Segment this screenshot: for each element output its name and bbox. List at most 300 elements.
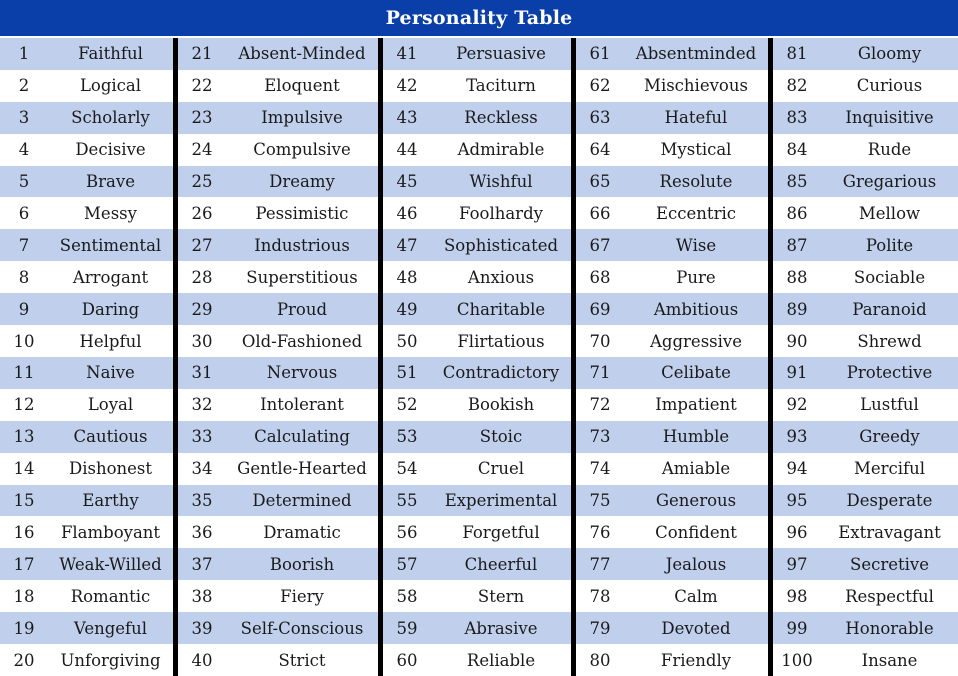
trait-label: Industrious [254,235,350,255]
trait-label: Helpful [79,331,142,351]
table-row [383,70,571,102]
roll-number: 30 [191,331,213,351]
roll-number: 56 [396,522,418,542]
trait-label: Bookish [467,395,535,415]
table-row [383,389,571,421]
roll-number: 38 [191,586,213,606]
roll-number: 90 [786,331,808,351]
trait-label: Unforgiving [60,650,161,670]
trait-label: Protective [846,363,933,383]
trait-label: Pure [676,267,716,287]
roll-number: 85 [786,172,808,192]
table-row [773,198,958,230]
roll-number: 80 [589,650,611,670]
roll-number: 68 [589,267,611,287]
trait-label: Gloomy [857,44,922,64]
table-row [576,421,768,453]
table-row [576,70,768,102]
table-row [383,580,571,612]
roll-number: 92 [786,395,808,415]
trait-label: Reckless [464,108,538,128]
roll-number: 48 [396,267,418,287]
trait-label: Wishful [469,172,533,192]
roll-number: 2 [18,76,30,96]
table-row [0,485,173,517]
roll-number: 52 [396,395,418,415]
table-row [383,644,571,676]
table-row [576,644,768,676]
table-row [576,389,768,421]
table-row [383,517,571,549]
roll-number: 24 [191,140,213,160]
table-row [383,357,571,389]
table-row [383,612,571,644]
table-row [178,229,378,261]
trait-label: Gentle-Hearted [237,459,367,479]
roll-number: 54 [396,459,418,479]
trait-label: Humble [662,427,730,447]
roll-number: 76 [589,522,611,542]
table-row [383,485,571,517]
trait-label: Amiable [661,459,731,479]
roll-number: 39 [191,618,213,638]
table-row [178,389,378,421]
trait-label: Superstitious [246,267,358,287]
trait-label: Contradictory [442,363,560,383]
table-row [178,357,378,389]
trait-label: Strict [278,650,326,670]
roll-number: 31 [191,363,213,383]
roll-number: 47 [396,235,418,255]
trait-label: Vengeful [73,618,148,638]
trait-label: Paranoid [852,299,927,319]
roll-number: 42 [396,76,418,96]
trait-label: Logical [79,76,142,96]
roll-number: 100 [781,650,813,670]
roll-number: 45 [396,172,418,192]
table-row [576,485,768,517]
trait-label: Abrasive [464,618,538,638]
column-divider [571,38,576,676]
roll-number: 36 [191,522,213,542]
trait-label: Celibate [661,363,731,383]
table-row [0,261,173,293]
table-row [0,389,173,421]
trait-label: Naive [86,363,135,383]
table-row [576,325,768,357]
table-row [178,198,378,230]
roll-number: 57 [396,554,418,574]
table-row [383,421,571,453]
table-row [0,548,173,580]
trait-label: Resolute [659,172,733,192]
table-row [383,293,571,325]
trait-label: Calculating [254,427,350,447]
table-row [178,261,378,293]
trait-label: Messy [84,203,137,223]
trait-label: Aggressive [650,331,742,351]
table-row [576,293,768,325]
table-row [178,580,378,612]
table-row [383,548,571,580]
roll-number: 18 [13,586,35,606]
trait-label: Absentminded [635,44,757,64]
table-row [383,325,571,357]
trait-label: Jealous [665,554,727,574]
trait-label: Persuasive [456,44,546,64]
trait-label: Weak-Willed [59,554,162,574]
table-row [773,325,958,357]
roll-number: 46 [396,203,418,223]
table-row [383,453,571,485]
roll-number: 84 [786,140,808,160]
table-row [0,293,173,325]
roll-number: 55 [396,491,418,511]
table-row [773,38,958,70]
trait-label: Cheerful [464,554,538,574]
table-row [178,70,378,102]
roll-number: 70 [589,331,611,351]
roll-number: 34 [191,459,213,479]
trait-label: Insane [861,650,918,670]
trait-label: Cautious [73,427,148,447]
trait-label: Faithful [78,44,143,64]
table-row [576,453,768,485]
trait-label: Rude [867,140,912,160]
roll-number: 86 [786,203,808,223]
roll-number: 16 [13,522,35,542]
roll-number: 88 [786,267,808,287]
trait-label: Absent-Minded [238,44,366,64]
roll-number: 32 [191,395,213,415]
trait-label: Pessimistic [255,203,349,223]
roll-number: 1 [18,44,30,64]
table-row [773,453,958,485]
trait-label: Sociable [853,267,926,287]
trait-label: Self-Conscious [240,618,364,638]
roll-number: 22 [191,76,213,96]
trait-label: Fiery [280,586,324,606]
table-row [773,134,958,166]
table-row [773,485,958,517]
table-row [773,644,958,676]
roll-number: 10 [13,331,35,351]
trait-label: Extravagant [838,522,941,542]
table-row [773,229,958,261]
trait-label: Dreamy [269,172,335,192]
trait-label: Dishonest [68,459,153,479]
table-row [773,261,958,293]
roll-number: 78 [589,586,611,606]
column-divider [768,38,773,676]
roll-number: 91 [786,363,808,383]
trait-label: Devoted [661,618,731,638]
table-row [0,166,173,198]
roll-number: 79 [589,618,611,638]
roll-number: 99 [786,618,808,638]
table-row [773,389,958,421]
trait-label: Forgetful [462,522,540,542]
trait-label: Eccentric [656,203,736,223]
table-row [178,293,378,325]
roll-number: 12 [13,395,35,415]
table-row [0,134,173,166]
table-row [383,261,571,293]
table-column [576,38,768,676]
trait-label: Foolhardy [459,203,543,223]
table-row [178,453,378,485]
table-row [576,38,768,70]
trait-label: Arrogant [72,267,149,287]
table-row [576,102,768,134]
table-row [576,612,768,644]
table-row [773,517,958,549]
roll-number: 97 [786,554,808,574]
table-row [773,293,958,325]
roll-number: 53 [396,427,418,447]
roll-number: 49 [396,299,418,319]
table-row [773,580,958,612]
table-row [0,325,173,357]
table-row [178,421,378,453]
table-row [178,102,378,134]
table-row [773,70,958,102]
table-row [178,612,378,644]
roll-number: 75 [589,491,611,511]
table-row [773,421,958,453]
table-row [383,102,571,134]
table-row [178,325,378,357]
trait-label: Flirtatious [457,331,545,351]
trait-label: Eloquent [264,76,340,96]
table-row [0,580,173,612]
roll-number: 96 [786,522,808,542]
table-row [576,198,768,230]
table-row [0,229,173,261]
roll-number: 15 [13,491,35,511]
trait-label: Taciturn [466,76,536,96]
roll-number: 6 [18,203,30,223]
trait-label: Experimental [444,491,558,511]
roll-number: 72 [589,395,611,415]
trait-label: Romantic [70,586,151,606]
roll-number: 50 [396,331,418,351]
roll-number: 20 [13,650,35,670]
table-row [773,612,958,644]
table-row [383,229,571,261]
table-row [773,357,958,389]
table-column [178,38,378,676]
trait-label: Secretive [850,554,929,574]
table-row [773,166,958,198]
table-row [178,548,378,580]
roll-number: 64 [589,140,611,160]
roll-number: 7 [18,235,30,255]
roll-number: 66 [589,203,611,223]
roll-number: 63 [589,108,611,128]
roll-number: 43 [396,108,418,128]
roll-number: 81 [786,44,808,64]
roll-number: 27 [191,235,213,255]
roll-number: 21 [191,44,213,64]
table-row [773,548,958,580]
table-row [0,612,173,644]
trait-label: Flamboyant [60,522,161,542]
roll-number: 13 [13,427,35,447]
table-row [178,166,378,198]
table-column [0,38,173,676]
table-row [0,453,173,485]
trait-label: Charitable [456,299,546,319]
trait-label: Inquisitive [845,108,934,128]
table-row [178,644,378,676]
roll-number: 5 [18,172,30,192]
roll-number: 14 [13,459,35,479]
table-row [0,644,173,676]
trait-label: Merciful [853,459,926,479]
roll-number: 37 [191,554,213,574]
trait-label: Respectful [845,586,934,606]
trait-label: Brave [86,172,135,192]
trait-label: Determined [252,491,352,511]
table-row [576,580,768,612]
roll-number: 77 [589,554,611,574]
trait-label: Sophisticated [443,235,559,255]
table-row [0,357,173,389]
roll-number: 69 [589,299,611,319]
table-row [178,38,378,70]
roll-number: 41 [396,44,418,64]
trait-label: Scholarly [71,108,150,128]
roll-number: 83 [786,108,808,128]
table-row [576,548,768,580]
trait-label: Polite [865,235,914,255]
trait-label: Calm [674,586,718,606]
trait-label: Mystical [660,140,732,160]
trait-label: Impulsive [261,108,343,128]
roll-number: 59 [396,618,418,638]
table-row [383,166,571,198]
roll-number: 51 [396,363,418,383]
roll-number: 28 [191,267,213,287]
trait-label: Earthy [82,491,139,511]
roll-number: 40 [191,650,213,670]
table-row [0,421,173,453]
roll-number: 58 [396,586,418,606]
trait-label: Admirable [457,140,545,160]
trait-label: Boorish [269,554,335,574]
table-row [0,102,173,134]
trait-label: Sentimental [59,235,162,255]
roll-number: 82 [786,76,808,96]
roll-number: 17 [13,554,35,574]
trait-label: Stern [477,586,525,606]
trait-label: Wise [675,235,717,255]
table-row [383,198,571,230]
table-title: Personality Table [0,0,958,36]
table-row [383,38,571,70]
trait-label: Honorable [845,618,934,638]
roll-number: 4 [18,140,30,160]
trait-label: Cruel [477,459,525,479]
roll-number: 93 [786,427,808,447]
roll-number: 11 [13,363,35,383]
table-row [576,166,768,198]
roll-number: 33 [191,427,213,447]
roll-number: 44 [396,140,418,160]
trait-label: Confident [655,522,737,542]
table-row [576,261,768,293]
roll-number: 25 [191,172,213,192]
table-column [773,38,958,676]
trait-label: Intolerant [260,395,344,415]
trait-label: Desperate [846,491,933,511]
trait-label: Anxious [467,267,535,287]
trait-label: Impatient [655,395,737,415]
trait-label: Daring [81,299,140,319]
table-column [383,38,571,676]
roll-number: 94 [786,459,808,479]
trait-label: Loyal [87,395,134,415]
roll-number: 8 [18,267,30,287]
trait-label: Ambitious [653,299,739,319]
roll-number: 29 [191,299,213,319]
roll-number: 65 [589,172,611,192]
roll-number: 23 [191,108,213,128]
roll-number: 61 [589,44,611,64]
trait-label: Decisive [75,140,146,160]
trait-label: Generous [655,491,737,511]
roll-number: 19 [13,618,35,638]
table-row [576,357,768,389]
roll-number: 98 [786,586,808,606]
roll-number: 95 [786,491,808,511]
trait-label: Stoic [479,427,523,447]
trait-label: Greedy [859,427,920,447]
trait-label: Curious [856,76,923,96]
table-row [773,102,958,134]
column-divider [378,38,383,676]
trait-label: Reliable [466,650,536,670]
roll-number: 26 [191,203,213,223]
table-row [0,70,173,102]
roll-number: 89 [786,299,808,319]
trait-label: Friendly [660,650,732,670]
table-row [576,229,768,261]
trait-label: Shrewd [857,331,922,351]
roll-number: 74 [589,459,611,479]
table-row [178,485,378,517]
table-row [576,517,768,549]
table-row [0,517,173,549]
roll-number: 67 [589,235,611,255]
table-row [178,517,378,549]
roll-number: 87 [786,235,808,255]
trait-label: Mischievous [644,76,748,96]
roll-number: 9 [18,299,30,319]
roll-number: 60 [396,650,418,670]
roll-number: 71 [589,363,611,383]
table-row [383,134,571,166]
column-divider [173,38,178,676]
table-row [0,38,173,70]
trait-label: Lustful [860,395,919,415]
trait-label: Hateful [664,108,728,128]
roll-number: 3 [18,108,30,128]
trait-label: Gregarious [842,172,937,192]
trait-label: Nervous [266,363,338,383]
trait-label: Proud [276,299,328,319]
